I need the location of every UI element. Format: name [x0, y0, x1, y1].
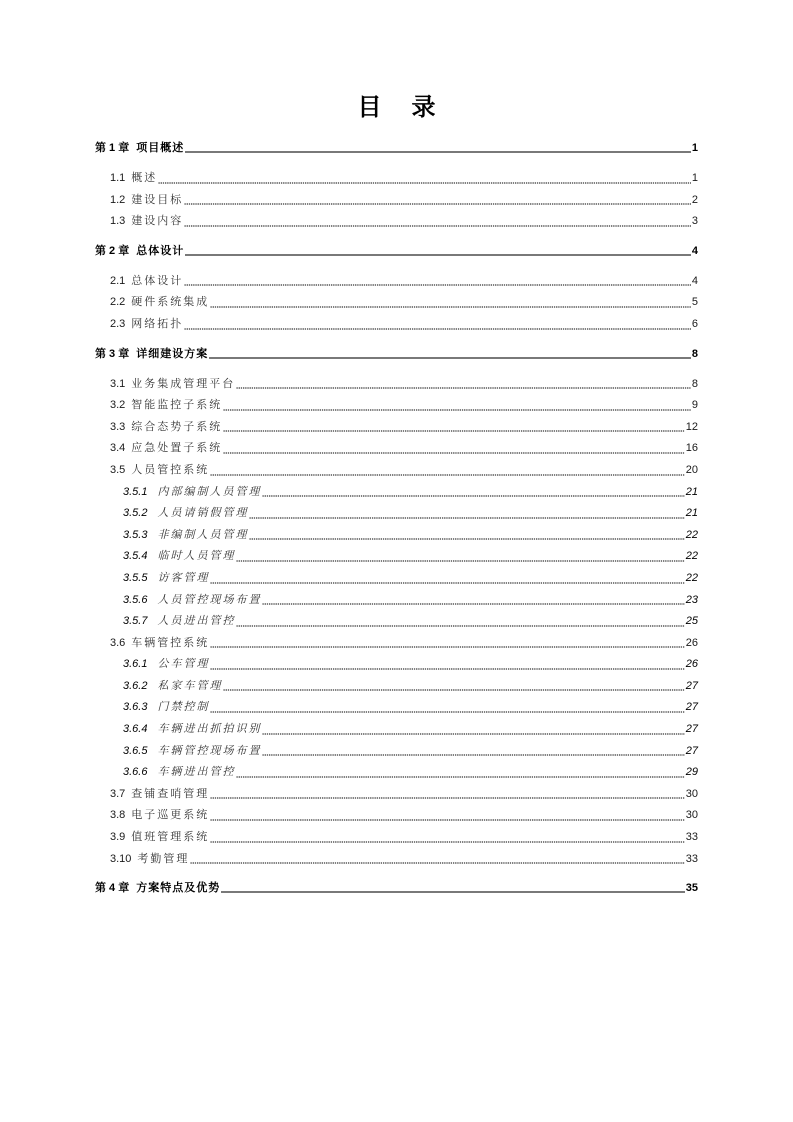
toc-entry-page: 20 [685, 463, 698, 476]
toc-entry-page: 4 [691, 244, 698, 257]
dot-leader [210, 811, 684, 821]
toc-entry-page: 1 [691, 142, 698, 154]
toc-entry-page: 29 [685, 766, 698, 779]
toc-entry-page: 8 [691, 377, 698, 390]
toc-section-3-6[interactable] [95, 633, 698, 655]
toc-entry-text: 总体设计 [131, 274, 184, 287]
toc-subsection-3-5-5[interactable] [95, 568, 698, 590]
toc-entry-text: 概述 [131, 172, 158, 184]
toc-section-3-9[interactable] [95, 827, 698, 849]
toc-entry-page: 27 [685, 679, 698, 692]
toc-entry-text: 车辆管控系统 [131, 636, 210, 649]
toc-entry-text: 查铺查哨管理 [131, 787, 210, 800]
toc-entry-text: 人员管控现场布置 [157, 593, 262, 606]
toc-entry-text: 私家车管理 [157, 679, 223, 692]
toc-entry-page: 2 [691, 193, 698, 206]
dot-leader [223, 422, 684, 432]
toc-entry-number: 3.5.1 [123, 485, 148, 498]
toc-subsection-3-6-5[interactable] [95, 741, 698, 763]
toc-entry-number: 3.1 [110, 377, 126, 390]
toc-entry-page: 26 [685, 658, 698, 671]
toc-entry-text: 项目概述 [136, 142, 185, 154]
toc-section-3-5[interactable] [95, 460, 698, 482]
toc-subsection-3-6-1[interactable] [95, 654, 698, 676]
toc-entry-page: 33 [685, 831, 698, 844]
toc-entry-number: 3.5.5 [123, 571, 148, 584]
toc-entry-page: 1 [691, 172, 698, 184]
toc-entry-number: 3.4 [110, 442, 126, 455]
toc-entry-number: 第 1 章 [95, 142, 130, 154]
toc-entry-page: 25 [685, 615, 698, 628]
toc-section-3-1[interactable] [95, 374, 698, 396]
toc-entry-text: 值班管理系统 [131, 831, 210, 844]
dot-leader [262, 595, 684, 605]
dot-leader [223, 401, 691, 411]
toc-section-3-3[interactable] [95, 417, 698, 439]
toc-section-2-3[interactable] [95, 314, 698, 336]
toc-entry-number: 3.10 [110, 852, 132, 865]
toc-entry-page: 9 [691, 399, 698, 412]
toc-entry-text: 应急处置子系统 [131, 442, 223, 455]
toc-entry-text: 详细建设方案 [136, 347, 209, 360]
toc-entry-number: 3.3 [110, 420, 126, 433]
dot-leader [223, 444, 684, 454]
toc-subsection-3-6-6[interactable] [95, 762, 698, 784]
toc-entry-number: 3.8 [110, 809, 126, 822]
toc-entry-page: 22 [685, 528, 698, 541]
toc-entry-text: 总体设计 [136, 244, 185, 257]
dot-leader [236, 768, 684, 778]
toc-chapter-1[interactable] [95, 138, 698, 168]
toc-section-1-2[interactable] [95, 190, 698, 212]
toc-entry-number: 3.6.4 [123, 723, 148, 736]
toc-section-1-3[interactable] [95, 211, 698, 233]
toc-subsection-3-6-3[interactable] [95, 697, 698, 719]
toc-entry-page: 21 [685, 507, 698, 520]
toc-entry-number: 3.5.6 [123, 593, 148, 606]
toc-entry-number: 3.5.2 [123, 507, 148, 520]
toc-entry-number: 3.6.6 [123, 766, 148, 779]
dot-leader [184, 217, 691, 227]
dot-leader [210, 703, 684, 713]
toc-section-3-10[interactable] [95, 849, 698, 871]
toc-entry-text: 业务集成管理平台 [131, 377, 236, 390]
toc-entry-page: 26 [685, 636, 698, 649]
toc-entry-text: 非编制人员管理 [157, 528, 249, 541]
toc-entry-number: 第 3 章 [95, 347, 130, 360]
toc-entry-page: 3 [691, 215, 698, 228]
toc-entry-page: 23 [685, 593, 698, 606]
toc-subsection-3-5-4[interactable] [95, 546, 698, 568]
toc-entry-text: 建设目标 [131, 193, 184, 206]
toc-entry-text: 建设内容 [131, 215, 184, 228]
toc-entry-text: 人员进出管控 [157, 615, 236, 628]
toc-subsection-3-5-3[interactable] [95, 525, 698, 547]
toc-entry-page: 35 [685, 882, 698, 895]
toc-entry-text: 门禁控制 [157, 701, 210, 714]
dot-leader [249, 530, 684, 540]
dot-leader [210, 789, 684, 799]
toc-entry-number: 3.5.4 [123, 550, 148, 563]
toc-entry-text: 公车管理 [157, 658, 210, 671]
dot-leader [249, 509, 684, 519]
dot-leader [184, 320, 691, 330]
toc-entry-number: 3.2 [110, 399, 126, 412]
dot-leader [262, 725, 684, 735]
toc-subsection-3-6-2[interactable] [95, 676, 698, 698]
toc-entry-page: 30 [685, 809, 698, 822]
toc-subsection-3-5-7[interactable] [95, 611, 698, 633]
toc-entry-page: 27 [685, 744, 698, 757]
dot-leader [210, 638, 684, 648]
dot-leader [262, 487, 684, 497]
toc-entry-page: 4 [691, 274, 698, 287]
toc-subsection-3-5-2[interactable] [95, 503, 698, 525]
dot-leader [236, 617, 684, 627]
toc-entry-number: 3.9 [110, 831, 126, 844]
toc-entry-number: 第 4 章 [95, 882, 130, 895]
toc-entry-text: 人员请销假管理 [157, 507, 249, 520]
dot-leader [184, 195, 691, 205]
dot-leader [210, 298, 691, 308]
toc-entry-page: 21 [685, 485, 698, 498]
toc-entry-number: 1.2 [110, 193, 126, 206]
toc-section-3-2[interactable] [95, 395, 698, 417]
toc-entry-number: 3.7 [110, 787, 126, 800]
dot-leader [185, 246, 691, 256]
toc-entry-text: 网络拓扑 [131, 317, 184, 330]
toc-entry-text: 方案特点及优势 [136, 882, 221, 895]
toc-subsection-3-5-1[interactable] [95, 482, 698, 504]
toc-subsection-3-6-4[interactable] [95, 719, 698, 741]
toc-entry-text: 内部编制人员管理 [157, 485, 262, 498]
toc-section-3-8[interactable] [95, 805, 698, 827]
dot-leader [210, 660, 684, 670]
toc-section-1-1[interactable] [95, 168, 698, 190]
toc-entry-number: 3.6.1 [123, 658, 148, 671]
toc-entry-text: 车辆管控现场布置 [157, 744, 262, 757]
toc-entry-number: 3.5.7 [123, 615, 148, 628]
dot-leader [236, 379, 691, 389]
dot-leader [184, 276, 691, 286]
toc-chapter-2[interactable] [95, 241, 698, 271]
toc-entry-number: 2.1 [110, 274, 126, 287]
dot-leader [221, 883, 685, 893]
dot-leader [185, 143, 691, 153]
toc-entry-page: 22 [685, 550, 698, 563]
toc-entry-number: 2.3 [110, 317, 126, 330]
toc-entry-text: 车辆进出管控 [157, 766, 236, 779]
toc-entry-page: 27 [685, 701, 698, 714]
toc-entry-text: 综合态势子系统 [131, 420, 223, 433]
toc-entry-number: 2.2 [110, 296, 126, 309]
toc-title: 目录 [357, 92, 466, 121]
toc-section-3-4[interactable] [95, 438, 698, 460]
toc-entry-page: 12 [685, 420, 698, 433]
toc-entry-page: 27 [685, 723, 698, 736]
toc-entry-number: 1.1 [110, 172, 126, 184]
toc-entry-text: 考勤管理 [137, 852, 190, 865]
toc-entry-page: 33 [685, 852, 698, 865]
toc-section-2-1[interactable] [95, 271, 698, 293]
toc-entry-page: 6 [691, 317, 698, 330]
dot-leader [158, 174, 691, 184]
toc-entry-text: 临时人员管理 [157, 550, 236, 563]
toc-entry-text: 人员管控系统 [131, 463, 210, 476]
toc-entry-number: 第 2 章 [95, 244, 130, 257]
toc-entry-text: 电子巡更系统 [131, 809, 210, 822]
toc-entry-number: 3.6.3 [123, 701, 148, 714]
toc-subsection-3-5-6[interactable] [95, 590, 698, 612]
toc-entry-page: 5 [691, 296, 698, 309]
toc-entry-page: 22 [685, 571, 698, 584]
table-of-contents [95, 138, 698, 908]
dot-leader [210, 833, 684, 843]
toc-entry-number: 3.6.5 [123, 744, 148, 757]
toc-chapter-4[interactable] [95, 878, 698, 908]
toc-entry-page: 8 [691, 347, 698, 360]
dot-leader [210, 574, 684, 584]
toc-section-2-2[interactable] [95, 292, 698, 314]
toc-entry-text: 车辆进出抓拍识别 [157, 723, 262, 736]
toc-entry-number: 3.5 [110, 463, 126, 476]
toc-entry-page: 30 [685, 787, 698, 800]
toc-entry-number: 3.6.2 [123, 679, 148, 692]
toc-entry-text: 访客管理 [157, 571, 210, 584]
dot-leader [262, 746, 684, 756]
dot-leader [223, 681, 684, 691]
toc-entry-number: 3.5.3 [123, 528, 148, 541]
toc-section-3-7[interactable] [95, 784, 698, 806]
toc-entry-number: 3.6 [110, 636, 126, 649]
toc-entry-page: 16 [685, 442, 698, 455]
toc-chapter-3[interactable] [95, 344, 698, 374]
toc-entry-text: 硬件系统集成 [131, 296, 210, 309]
dot-leader [190, 854, 684, 864]
toc-entry-number: 1.3 [110, 215, 126, 228]
dot-leader [209, 349, 691, 359]
dot-leader [236, 552, 684, 562]
toc-entry-text: 智能监控子系统 [131, 399, 223, 412]
dot-leader [210, 466, 684, 476]
